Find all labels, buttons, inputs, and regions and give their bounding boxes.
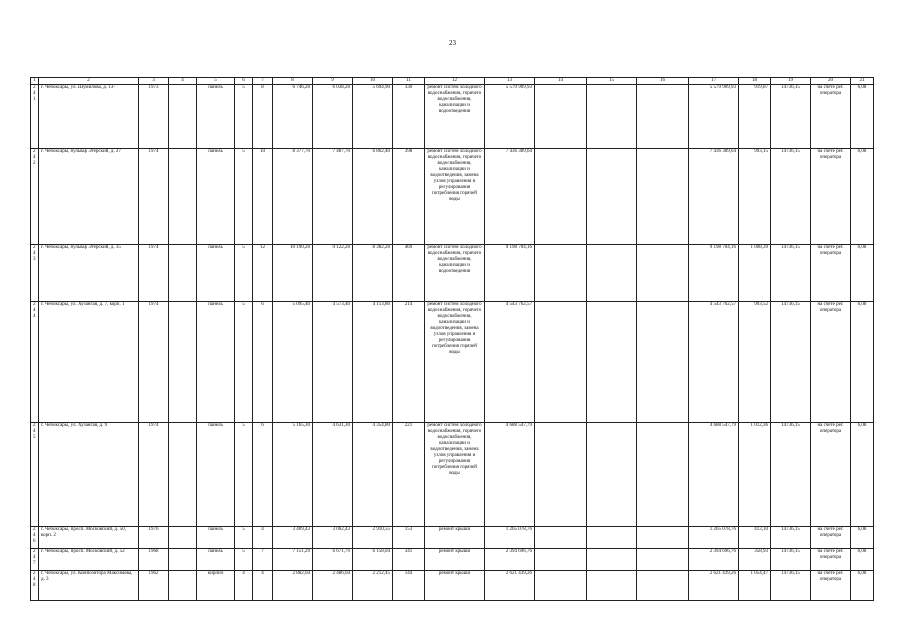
table-row xyxy=(31,549,874,571)
cell-no: 244 xyxy=(31,302,39,423)
cell-c8: 5 165,30 xyxy=(273,423,313,527)
cell-c18: 1 008,39 xyxy=(739,245,771,302)
cell-c15 xyxy=(587,527,637,549)
cell-c9: 6 671,79 xyxy=(313,549,353,571)
cell-material: панель xyxy=(197,423,235,527)
cell-c15 xyxy=(587,549,637,571)
cell-year: 1968 xyxy=(139,549,169,571)
cell-address: г. Чебоксары, просп. Московский, д. 50, корп. 2 xyxy=(39,527,139,549)
column-number-cell: 18 xyxy=(739,78,771,85)
table-row xyxy=(31,302,874,423)
cell-c14 xyxy=(535,302,587,423)
cell-floors: 5 xyxy=(235,85,253,149)
cell-floors: 5 xyxy=(235,245,253,302)
cell-no: 247 xyxy=(31,549,39,571)
cell-c11: 221 xyxy=(393,423,425,527)
cell-c19: 14736,15 xyxy=(771,302,811,423)
cell-c21: 6,08 xyxy=(851,549,874,571)
cell-no: 241 xyxy=(31,85,39,149)
cell-c20: на счете рег. оператора xyxy=(811,423,851,527)
cell-c17: 4 543 762,57 xyxy=(689,302,739,423)
cell-c9: 4 631,30 xyxy=(313,423,353,527)
cell-c19: 14736,15 xyxy=(771,85,811,149)
column-number-cell: 7 xyxy=(253,78,273,85)
cell-c8: 5 095,40 xyxy=(273,302,313,423)
cell-c17: 1 265 078,76 xyxy=(689,527,739,549)
column-number-cell: 3 xyxy=(139,78,169,85)
cell-no: 248 xyxy=(31,571,39,601)
cell-floors: 5 xyxy=(235,149,253,245)
table-row xyxy=(31,423,874,527)
page-number: 23 xyxy=(449,39,456,47)
cell-c13: 2 394 696,76 xyxy=(485,549,535,571)
cell-material: панель xyxy=(197,527,235,549)
cell-c4 xyxy=(169,245,197,302)
cell-c4 xyxy=(169,527,197,549)
cell-c9: 2 486,04 xyxy=(313,571,353,601)
cell-c15 xyxy=(587,302,637,423)
cell-c21: 6,08 xyxy=(851,571,874,601)
cell-c10: 8 382,20 xyxy=(353,245,393,302)
cell-c14 xyxy=(535,571,587,601)
cell-floors: 5 xyxy=(235,302,253,423)
cell-c9: 6 038,20 xyxy=(313,85,353,149)
cell-c16 xyxy=(637,302,689,423)
cell-c16 xyxy=(637,423,689,527)
column-number-cell: 2 xyxy=(39,78,139,85)
cell-year: 1974 xyxy=(139,302,169,423)
cell-address: г. Чебоксары, бульвар Эгерский, д. 27 xyxy=(39,149,139,245)
cell-c21: 6,08 xyxy=(851,302,874,423)
cell-c10: 4 113,80 xyxy=(353,302,393,423)
column-number-cell: 17 xyxy=(689,78,739,85)
column-number-cell: 12 xyxy=(425,78,485,85)
cell-c14 xyxy=(535,85,587,149)
column-number-cell: 20 xyxy=(811,78,851,85)
cell-c19: 14736,15 xyxy=(771,527,811,549)
cell-c21: 6,08 xyxy=(851,149,874,245)
cell-works: ремонт систем холодного водоснабжения, горячего водоснабжения, канализации и водоотведения xyxy=(425,245,485,302)
cell-c10: 5 694,90 xyxy=(353,85,393,149)
housing-register-table xyxy=(30,77,874,601)
cell-works: ремонт систем холодного водоснабжения, горячего водоснабжения, канализации и водоотведения, замена узлов управления и регулирования потребления горячей воды xyxy=(425,302,485,423)
cell-c14 xyxy=(535,527,587,549)
cell-c19: 14736,15 xyxy=(771,149,811,245)
cell-c9: 9 122,20 xyxy=(313,245,353,302)
column-number-cell: 10 xyxy=(353,78,393,85)
cell-c16 xyxy=(637,149,689,245)
cell-c17: 2 621 439,26 xyxy=(689,571,739,601)
cell-address: г. Чебоксары, ул. Хузангая, д. 7, корп. 1 xyxy=(39,302,139,423)
cell-no: 245 xyxy=(31,423,39,527)
cell-c19: 14736,15 xyxy=(771,245,811,302)
column-number-cell: 11 xyxy=(393,78,425,85)
cell-c10: 2 212,45 xyxy=(353,571,393,601)
cell-floors: 5 xyxy=(235,423,253,527)
cell-c17: 7 436 389,64 xyxy=(689,149,739,245)
cell-entrances: 4 xyxy=(253,571,273,601)
cell-address: г. Чебоксары, ул. Шумилова, д. 13- xyxy=(39,85,139,149)
column-number-cell: 1 xyxy=(31,78,39,85)
cell-entrances: 6 xyxy=(253,302,273,423)
cell-c9: 7 487,70 xyxy=(313,149,353,245)
cell-c17: 9 198 704,16 xyxy=(689,245,739,302)
cell-works: ремонт систем холодного водоснабжения, горячего водоснабжения, канализации и водоотведения, замена узлов управления и регулирования потребления горячей воды xyxy=(425,149,485,245)
cell-c4 xyxy=(169,302,197,423)
cell-c11: 398 xyxy=(393,149,425,245)
cell-c13: 5 579 909,93 xyxy=(485,85,535,149)
cell-works: ремонт крыши xyxy=(425,549,485,571)
cell-c18: 1 054,47 xyxy=(739,571,771,601)
cell-c18: 413,10 xyxy=(739,527,771,549)
cell-c8: 8 377,70 xyxy=(273,149,313,245)
cell-c15 xyxy=(587,423,637,527)
cell-works: ремонт крыши xyxy=(425,527,485,549)
cell-c20: на счете рег. оператора xyxy=(811,85,851,149)
cell-c8: 3 409,43 xyxy=(273,527,313,549)
cell-c21: 6,08 xyxy=(851,85,874,149)
cell-c10: 4 354,80 xyxy=(353,423,393,527)
cell-c15 xyxy=(587,245,637,302)
cell-c17: 2 394 696,76 xyxy=(689,549,739,571)
cell-material: панель xyxy=(197,245,235,302)
cell-c20: на счете рег. оператора xyxy=(811,245,851,302)
cell-c21: 6,08 xyxy=(851,423,874,527)
cell-no: 246 xyxy=(31,527,39,549)
cell-entrances: 12 xyxy=(253,245,273,302)
table-row xyxy=(31,85,874,149)
table-row xyxy=(31,149,874,245)
column-number-cell: 6 xyxy=(235,78,253,85)
cell-c4 xyxy=(169,149,197,245)
cell-year: 1976 xyxy=(139,527,169,549)
cell-year: 1962 xyxy=(139,571,169,601)
cell-year: 1974 xyxy=(139,149,169,245)
cell-c9: 3 062,43 xyxy=(313,527,353,549)
column-number-cell: 9 xyxy=(313,78,353,85)
cell-c11: 144 xyxy=(393,571,425,601)
cell-c8: 7 151,29 xyxy=(273,549,313,571)
column-number-cell: 14 xyxy=(535,78,587,85)
column-number-cell: 4 xyxy=(169,78,197,85)
cell-c9: 4 573,40 xyxy=(313,302,353,423)
cell-works: ремонт крыши xyxy=(425,571,485,601)
cell-c16 xyxy=(637,549,689,571)
cell-year: 1974 xyxy=(139,423,169,527)
cell-c19: 14736,15 xyxy=(771,549,811,571)
cell-c16 xyxy=(637,571,689,601)
cell-c8: 10 190,20 xyxy=(273,245,313,302)
table-row xyxy=(31,527,874,549)
cell-no: 243 xyxy=(31,245,39,302)
cell-year: 1973 xyxy=(139,85,169,149)
cell-c19: 14736,15 xyxy=(771,423,811,527)
cell-c18: 1 012,36 xyxy=(739,423,771,527)
column-number-cell: 21 xyxy=(851,78,874,85)
cell-entrances: 8 xyxy=(253,85,273,149)
cell-c18: 358,93 xyxy=(739,549,771,571)
cell-c17: 5 579 909,93 xyxy=(689,85,739,149)
cell-c13: 1 265 078,76 xyxy=(485,527,535,549)
table-row xyxy=(31,245,874,302)
cell-c13: 4 543 762,57 xyxy=(485,302,535,423)
cell-c16 xyxy=(637,527,689,549)
cell-c20: на счете рег. оператора xyxy=(811,571,851,601)
cell-address: г. Чебоксары, бульвар Эгерский, д. 35 xyxy=(39,245,139,302)
cell-c20: на счете рег. оператора xyxy=(811,527,851,549)
column-number-cell: 8 xyxy=(273,78,313,85)
cell-entrances: 10 xyxy=(253,149,273,245)
cell-c13: 4 688 547,79 xyxy=(485,423,535,527)
cell-c4 xyxy=(169,549,197,571)
cell-entrances: 7 xyxy=(253,549,273,571)
cell-floors: 4 xyxy=(235,571,253,601)
cell-c8: 2 882,04 xyxy=(273,571,313,601)
cell-c10: 6 158,04 xyxy=(353,549,393,571)
cell-address: г. Чебоксары, просп. Московский, д. 52 xyxy=(39,549,139,571)
cell-material: панель xyxy=(197,149,235,245)
cell-works: ремонт систем холодного водоснабжения, горячего водоснабжения, канализации и водоотведения xyxy=(425,85,485,149)
cell-c20: на счете рег. оператора xyxy=(811,302,851,423)
cell-material: панель xyxy=(197,85,235,149)
cell-year: 1974 xyxy=(139,245,169,302)
cell-no: 242 xyxy=(31,149,39,245)
cell-c17: 4 688 547,79 xyxy=(689,423,739,527)
cell-c4 xyxy=(169,85,197,149)
cell-c14 xyxy=(535,245,587,302)
cell-c15 xyxy=(587,85,637,149)
cell-c13: 2 621 439,26 xyxy=(485,571,535,601)
cell-c11: 469 xyxy=(393,245,425,302)
column-number-cell: 13 xyxy=(485,78,535,85)
cell-material: панель xyxy=(197,549,235,571)
cell-floors: 5 xyxy=(235,549,253,571)
cell-entrances: 4 xyxy=(253,527,273,549)
cell-works: ремонт систем холодного водоснабжения, горячего водоснабжения, канализации и водоотведения, замена узлов управления и регулирования потребления горячей воды xyxy=(425,423,485,527)
cell-c18: 993,52 xyxy=(739,302,771,423)
cell-c11: 214 xyxy=(393,302,425,423)
cell-c4 xyxy=(169,571,197,601)
cell-floors: 5 xyxy=(235,527,253,549)
cell-c13: 7 436 389,64 xyxy=(485,149,535,245)
cell-c11: 330 xyxy=(393,85,425,149)
cell-c16 xyxy=(637,245,689,302)
cell-c21: 6,08 xyxy=(851,245,874,302)
column-number-cell: 16 xyxy=(637,78,689,85)
cell-c13: 9 198 704,16 xyxy=(485,245,535,302)
cell-c16 xyxy=(637,85,689,149)
cell-c8: 6 746,20 xyxy=(273,85,313,149)
cell-c14 xyxy=(535,423,587,527)
cell-c11: 341 xyxy=(393,549,425,571)
cell-c20: на счете рег. оператора xyxy=(811,549,851,571)
cell-c10: 6 862,40 xyxy=(353,149,393,245)
cell-c18: 919,87 xyxy=(739,85,771,149)
table-row xyxy=(31,571,874,601)
cell-c19: 14736,15 xyxy=(771,571,811,601)
cell-c15 xyxy=(587,149,637,245)
cell-c15 xyxy=(587,571,637,601)
column-number-cell: 15 xyxy=(587,78,637,85)
column-number-row xyxy=(31,78,874,85)
cell-c14 xyxy=(535,149,587,245)
cell-c14 xyxy=(535,549,587,571)
cell-material: кирпич xyxy=(197,571,235,601)
cell-c4 xyxy=(169,423,197,527)
cell-entrances: 6 xyxy=(253,423,273,527)
column-number-cell: 19 xyxy=(771,78,811,85)
column-number-cell: 5 xyxy=(197,78,235,85)
cell-c20: на счете рег. оператора xyxy=(811,149,851,245)
cell-address: г. Чебоксары, ул. Композитора Максимова, д. 3 xyxy=(39,571,139,601)
cell-c18: 993,15 xyxy=(739,149,771,245)
cell-c10: 2 910,55 xyxy=(353,527,393,549)
cell-c11: 153 xyxy=(393,527,425,549)
cell-address: г. Чебоксары, ул. Хузангая, д. 9 xyxy=(39,423,139,527)
cell-material: панель xyxy=(197,302,235,423)
cell-c21: 6,08 xyxy=(851,527,874,549)
